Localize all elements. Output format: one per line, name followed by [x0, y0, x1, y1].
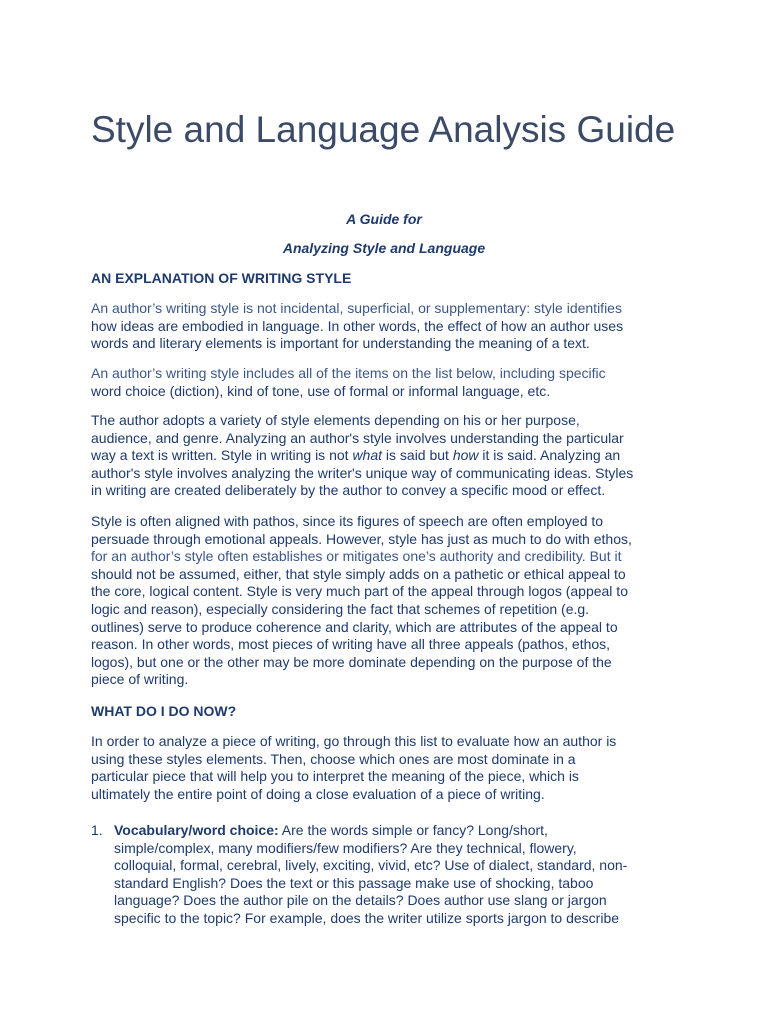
paragraph-line: logic and reason), especially considering the fact that schemes of repetition (e.g.: [91, 600, 590, 617]
paragraph-line: word choice (diction), kind of tone, use of formal or informal language, etc.: [91, 382, 551, 399]
section-heading-what-now: WHAT DO I DO NOW?: [91, 703, 237, 719]
text-run: it is said. Analyzing an: [478, 447, 621, 464]
paragraph-line: Style is often aligned with pathos, since its figures of speech are often employed to: [91, 513, 604, 529]
paragraph-style-elements: [91, 412, 681, 500]
paragraph-line: logos), but one or the other may be more dominate depending on the purpose of the: [91, 653, 612, 670]
subtitle-line-2: Analyzing Style and Language: [282, 240, 486, 256]
paragraph-line: audience, and genre. Analyzing an author's style involves understanding the particular: [91, 429, 624, 446]
paragraph-line: reason. In other words, most pieces of writing have all three appeals (pathos, ethos,: [91, 636, 611, 653]
emphasis-what: what: [352, 447, 383, 464]
text-run: way a text is written. Style in writing is not: [91, 447, 353, 464]
paragraph-line: persuade through emotional appeals. However, style has just as much to do with ethos,: [91, 530, 632, 547]
paragraph-line: In order to analyze a piece of writing, go through this list to evaluate how an author is: [91, 733, 617, 749]
paragraph-line: in writing are created deliberately by the author to convey a specific mood or effect.: [91, 482, 606, 499]
paragraph-line: outlines) serve to produce coherence and clarity, which are attributes of the appeal to: [91, 618, 618, 635]
paragraph-line: standard English? Does the text or this passage make use of shocking, taboo: [114, 874, 594, 891]
paragraph-style-definition: [91, 300, 681, 353]
text-run: Are the words simple or fancy? Long/short,: [278, 822, 548, 838]
paragraph-line: the core, logical content. Style is very much part of the appeal through logos (appeal to: [91, 583, 628, 600]
paragraph-line: An author’s writing style includes all of the items on the list below, including specific: [91, 365, 606, 381]
paragraph-line: simple/complex, many modifiers/few modifiers? Are they technical, flowery,: [114, 839, 577, 856]
paragraph-line: should not be assumed, either, that style simply adds on a pathetic or ethical appeal to: [91, 565, 626, 582]
list-item-lead: Vocabulary/word choice:: [114, 822, 279, 838]
list-item-vocabulary: [114, 822, 684, 928]
paragraph-line: [114, 822, 684, 840]
paragraph-style-appeals: [91, 513, 681, 689]
text-run: is said but: [382, 447, 453, 464]
paragraph-line: for an author’s style often establishes or mitigates one’s authority and credibility. But it: [91, 548, 622, 565]
paragraph-line: how ideas are embodied in language. In other words, the effect of how an author uses: [91, 317, 624, 334]
paragraph-line: using these styles elements. Then, choose which ones are most dominate in a: [91, 750, 576, 767]
paragraph-style-includes: [91, 365, 681, 400]
paragraph-line: language? Does the author pile on the details? Does author use slang or jargon: [114, 892, 607, 909]
paragraph-line: particular piece that will help you to interpret the meaning of the piece, which is: [91, 768, 579, 785]
paragraph-line: ultimately the entire point of doing a close evaluation of a piece of writing.: [91, 785, 545, 802]
subtitle-line-1: A Guide for: [346, 211, 422, 227]
document-title: Style and Language Analysis Guide: [91, 109, 676, 150]
list-item-number: 1.: [91, 822, 103, 838]
paragraph-line: piece of writing.: [91, 671, 189, 688]
section-heading-writing-style: AN EXPLANATION OF WRITING STYLE: [91, 270, 352, 286]
emphasis-how: how: [452, 447, 479, 464]
paragraph-line: An author’s writing style is not incidental, superficial, or supplementary: style identifies: [91, 300, 622, 316]
paragraph-line: author's style involves analyzing the writer's unique way of communicating ideas. Styles: [91, 464, 634, 481]
paragraph-instructions: [91, 733, 681, 803]
paragraph-line: colloquial, formal, cerebral, lively, exciting, vivid, etc? Use of dialect, standard, non-: [114, 857, 628, 874]
paragraph-line: words and literary elements is important for understanding the meaning of a text.: [91, 335, 590, 352]
paragraph-line: [91, 447, 681, 465]
paragraph-line: The author adopts a variety of style elements depending on his or her purpose,: [91, 412, 580, 428]
paragraph-line: specific to the topic? For example, does the writer utilize sports jargon to describe: [114, 909, 620, 926]
